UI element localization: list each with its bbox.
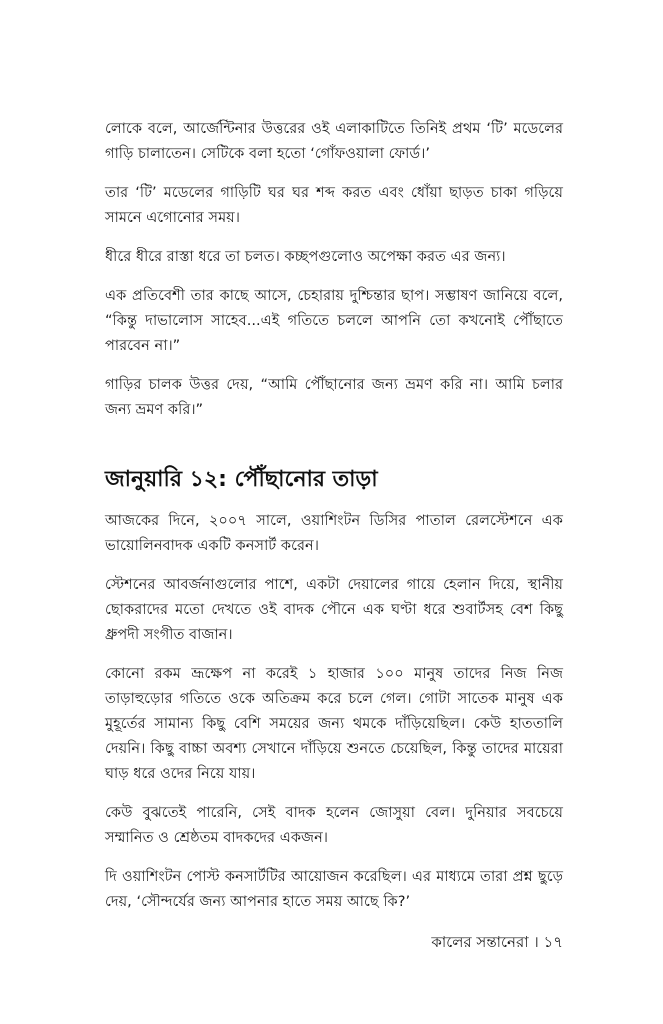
paragraph: ধীরে ধীরে রাস্তা ধরে তা চলত। কচ্ছপগুলোও অপেক্ষা করত এর জন্য।: [105, 248, 506, 265]
section-text-block: [105, 508, 563, 928]
paragraph: এক প্রতিবেশী তার কাছে আসে, চেহারায় দুশ্চিন্তার ছাপ। সম্ভাষণ জানিয়ে বলে, “কিন্তু দাভালোস সাহেব...এই গতিতে চললে আপনি তো কখনোই পৌঁছাতে পারবেন না।”: [105, 287, 563, 354]
paragraph: তার ‘টি’ মডেলের গাড়িটি ঘর ঘর শব্দ করত এবং ধোঁয়া ছাড়ত চাকা গড়িয়ে সামনে এগোনোর সময়।: [105, 184, 563, 226]
paragraph: কেউ বুঝতেই পারেনি, সেই বাদক হলেন জোসুয়া বেল। দুনিয়ার সবচেয়ে সম্মানিত ও শ্রেষ্ঠতম বাদকদের একজন।: [105, 804, 563, 846]
paragraph: আজকের দিনে, ২০০৭ সালে, ওয়াশিংটন ডিসির পাতাল রেলস্টেশনে এক ভায়োলিনবাদক একটি কনসার্ট করেন।: [105, 512, 563, 554]
section-heading: জানুয়ারি ১২: পৌঁছানোর তাড়া: [105, 467, 378, 492]
running-footer: কালের সন্তানেরা । ১৭: [431, 933, 563, 951]
paragraph: কোনো রকম ভ্রূক্ষেপ না করেই ১ হাজার ১০০ মানুষ তাদের নিজ নিজ তাড়াহুড়োর গতিতে ওকে অতিক্রম করে চলে গেল। গোটা সাতেক মানুষ এক মুহূর্তের সামান্য কিছু বেশি সময়ের জন্য থমকে দাঁড়িয়েছিল। কেউ হাততালি দেয়নি। কিছু বাচ্চা অবশ্য সেখানে দাঁড়িয়ে শুনতে চেয়েছিল, কিন্তু তাদের মায়েরা ঘাড় ধরে ওদের নিয়ে যায়।: [105, 665, 563, 782]
paragraph: লোকে বলে, আর্জেন্টিনার উত্তরের ওই এলাকাটিতে তিনিই প্রথম ‘টি’ মডেলের গাড়ি চালাতেন। সেটিকে বলা হতো ‘গোঁফওয়ালা ফোর্ড।’: [105, 120, 563, 162]
paragraph: দি ওয়াশিংটন পোস্ট কনসার্টটির আয়োজন করেছিল। এর মাধ্যমে তারা প্রশ্ন ছুড়ে দেয়, ‘সৌন্দর্যের জন্য আপনার হাতে সময় আছে কি?’: [105, 868, 563, 910]
story-text-block: [105, 116, 563, 436]
paragraph: স্টেশনের আবর্জনাগুলোর পাশে, একটা দেয়ালের গায়ে হেলান দিয়ে, স্থানীয় ছোকরাদের মতো দেখতে ওই বাদক পৌনে এক ঘণ্টা ধরে শুবার্টসহ বেশ কিছু ধ্রুপদী সংগীত বাজান।: [105, 576, 563, 643]
paragraph: গাড়ির চালক উত্তর দেয়, “আমি পৌঁছানোর জন্য ভ্রমণ করি না। আমি চলার জন্য ভ্রমণ করি।”: [105, 376, 563, 418]
